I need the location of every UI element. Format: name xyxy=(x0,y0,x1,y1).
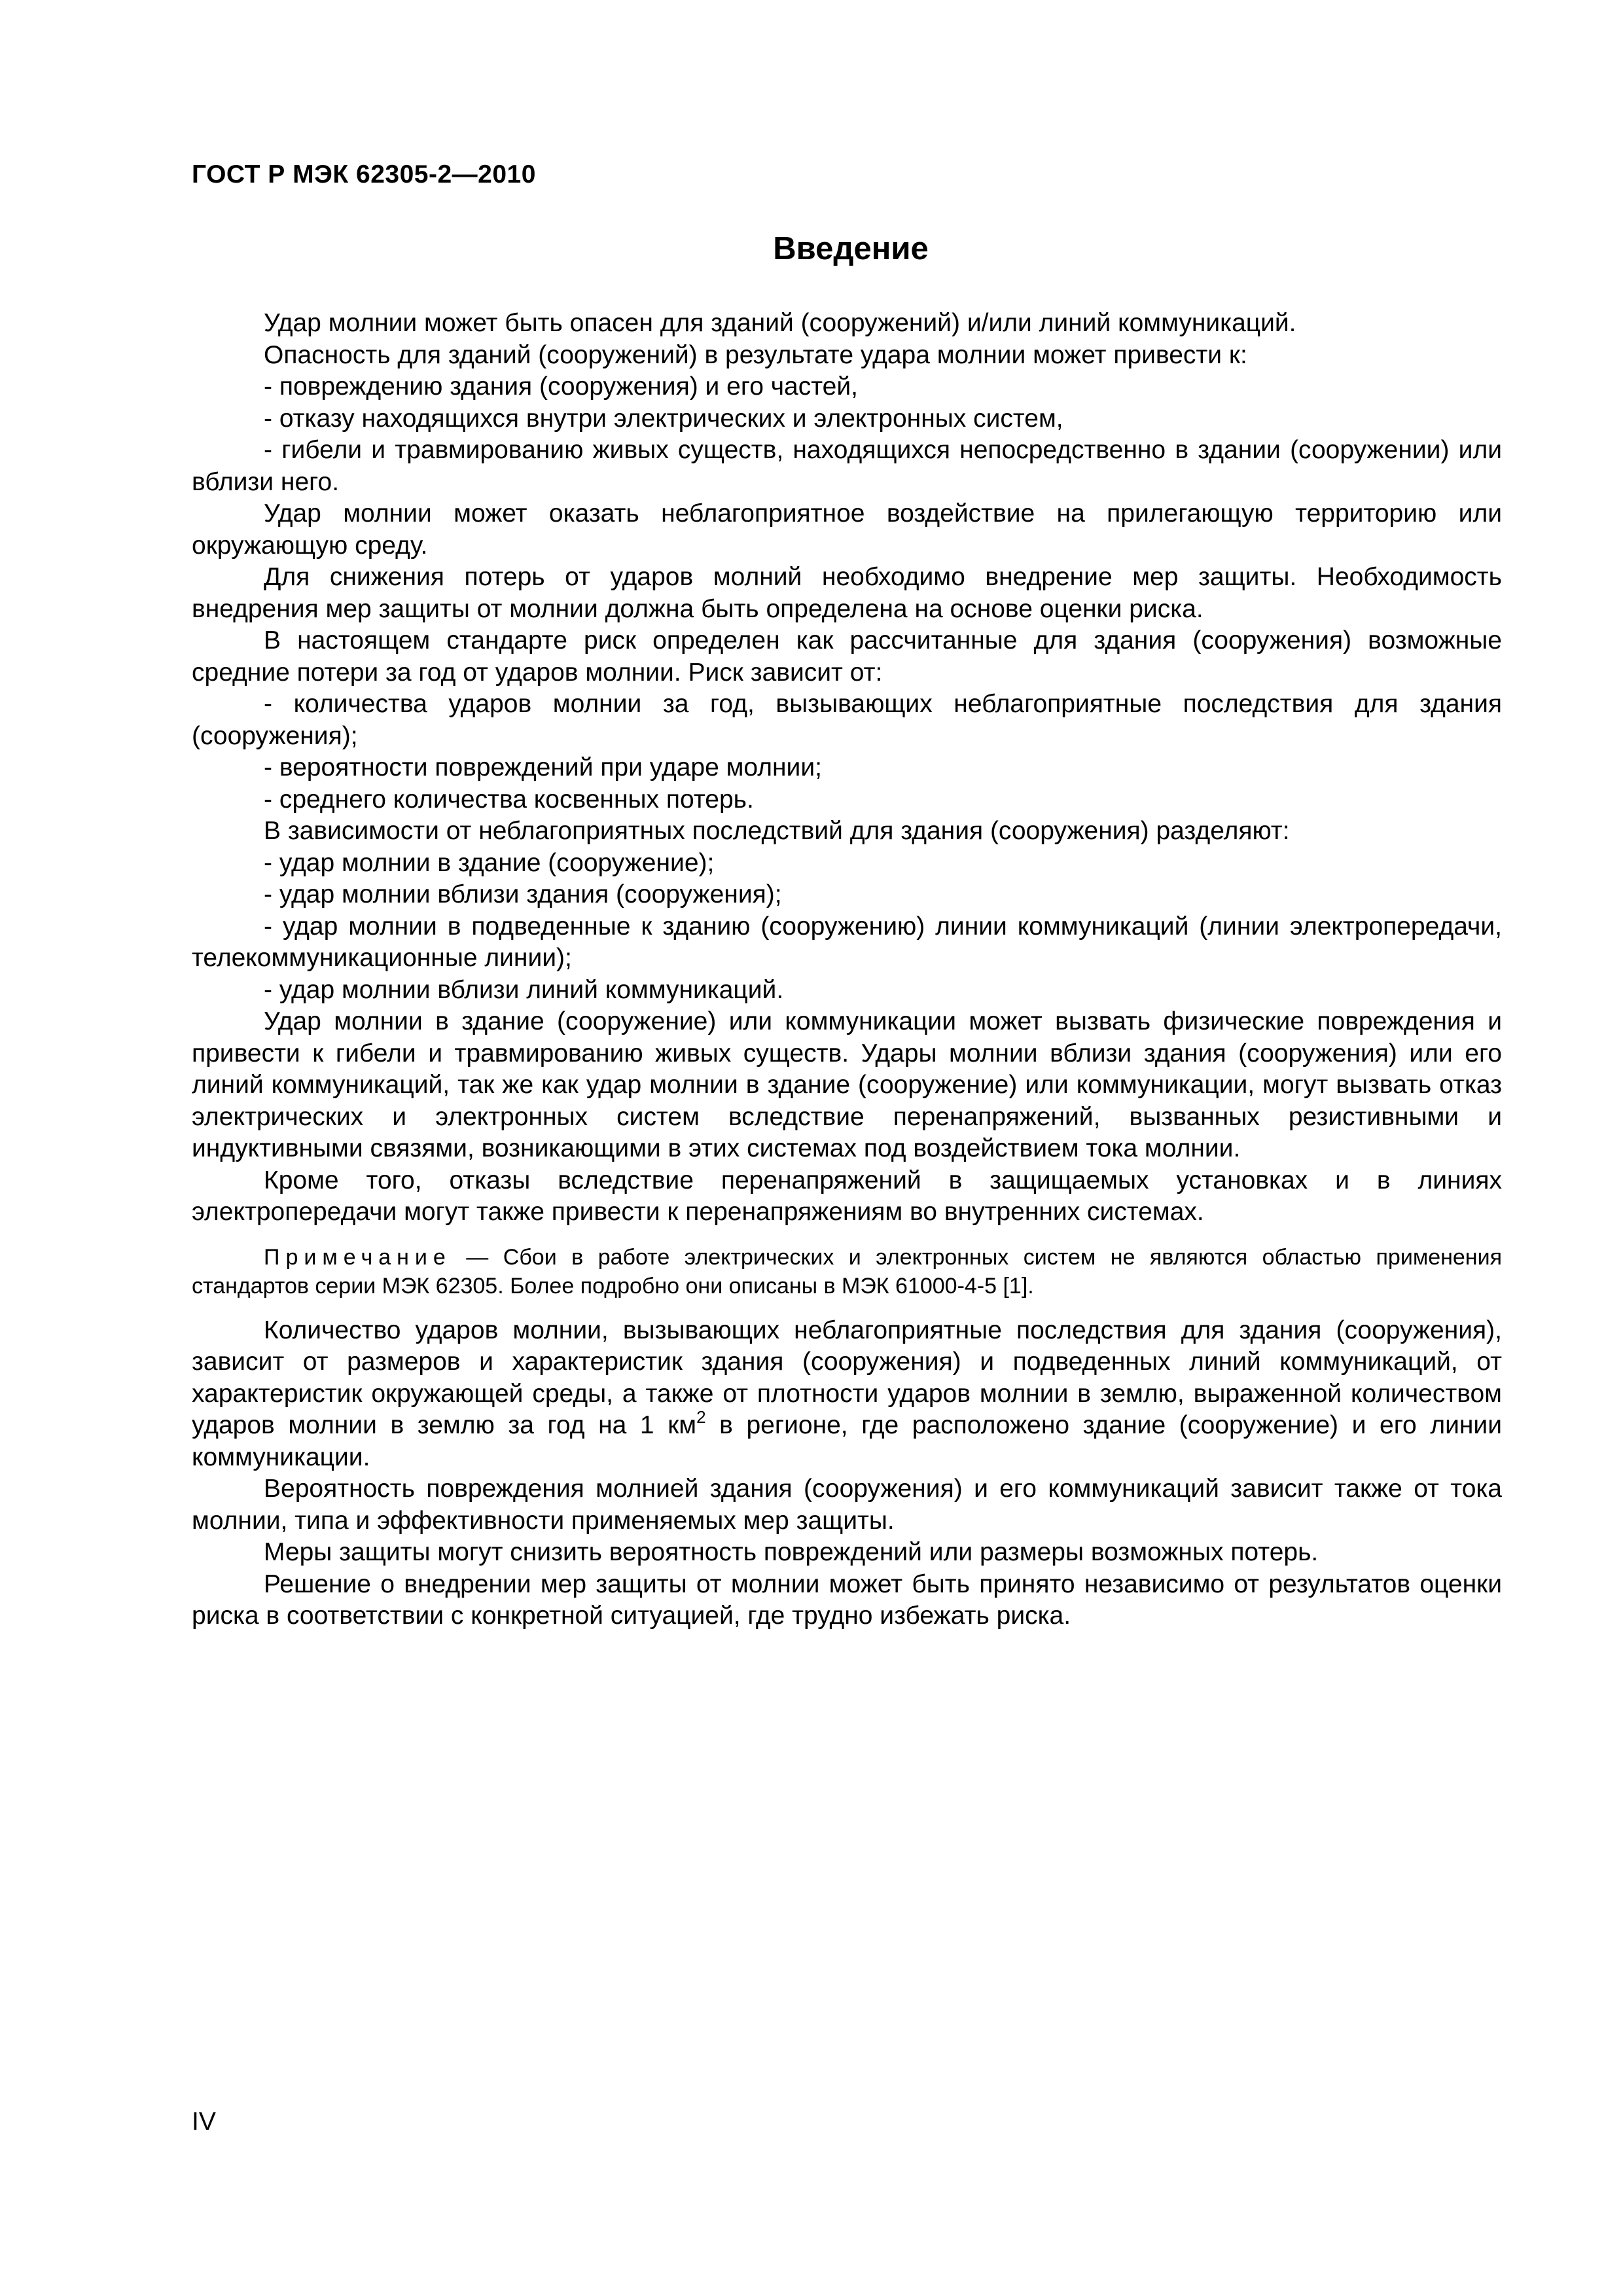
list-item: - удар молнии вблизи линий коммуникаций. xyxy=(264,975,784,1004)
list-item: - гибели и травмированию живых существ, находящихся непосредственно в здании (сооружении) или вблизи него. xyxy=(192,436,1502,496)
section-title-text: Введение xyxy=(773,231,929,266)
page-number: IV xyxy=(192,2108,216,2136)
paragraph: В зависимости от неблагоприятных последствий для здания (сооружения) разделяют: xyxy=(264,817,1290,845)
paragraph: В настоящем стандарте риск определен как рассчитанные для здания (сооружения) возможные средние потери за год от ударов молнии. Риск зависит от: xyxy=(192,626,1502,687)
note-label: Примечание xyxy=(264,1244,452,1270)
paragraph: Удар молнии может оказать неблагоприятное воздействие на прилегающую территорию или окружающую среду. xyxy=(192,499,1502,560)
paragraph: Удар молнии может быть опасен для зданий (сооружений) и/или линий коммуникаций. xyxy=(264,309,1296,337)
document-header: ГОСТ Р МЭК 62305-2—2010 xyxy=(192,160,536,188)
list-item: - удар молнии в здание (сооружение); xyxy=(264,848,715,877)
paragraph: Кроме того, отказы вследствие перенапряжений в защищаемых установках и в линиях электропередачи могут также привести к перенапряжениям во внутренних системах. xyxy=(192,1166,1502,1226)
section-title xyxy=(0,230,1623,267)
list-item: - количества ударов молнии за год, вызывающих неблагоприятные последствия для здания (сооружения); xyxy=(192,690,1502,750)
list-item: - отказу находящихся внутри электрических и электронных систем, xyxy=(264,404,1063,433)
superscript: 2 xyxy=(696,1407,706,1427)
note xyxy=(192,1243,1502,1300)
list-item: - удар молнии в подведенные к зданию (сооружению) линии коммуникаций (линии электропередачи, телекоммуникационные линии); xyxy=(192,912,1502,972)
paragraph: Опасность для зданий (сооружений) в результате удара молнии может привести к: xyxy=(264,340,1247,369)
document-body xyxy=(192,308,1502,1632)
paragraph: Меры защиты могут снизить вероятность повреждений или размеры возможных потерь. xyxy=(264,1538,1319,1566)
paragraph: Удар молнии в здание (сооружение) или коммуникации может вызвать физические повреждения и привести к гибели и травмированию живых существ. Удары молнии вблизи здания (сооружения) или его линий коммуникаций, так же как удар молнии в здание (сооружение) или коммуникации, могут вызвать отказ электрических и электронных систем вследствие перенапряжений, вызванных резистивными и индуктивными связями, возникающими в этих системах под воздействием тока молнии. xyxy=(192,1007,1502,1162)
list-item: - вероятности повреждений при ударе молнии; xyxy=(264,753,822,781)
paragraph: Для снижения потерь от ударов молний необходимо внедрение мер защиты. Необходимость внедрения мер защиты от молнии должна быть определена на основе оценки риска. xyxy=(192,563,1502,623)
paragraph xyxy=(192,1315,1502,1474)
note-text: — Сбои в работе электрических и электронных систем не являются областью применения стандартов серии МЭК 62305. Более подробно они описаны в МЭК 61000-4-5 [1]. xyxy=(192,1244,1502,1299)
paragraph: Вероятность повреждения молнией здания (сооружения) и его коммуникаций зависит также от тока молнии, типа и эффективности применяемых мер защиты. xyxy=(192,1475,1502,1535)
list-item: - повреждению здания (сооружения) и его частей, xyxy=(264,372,858,401)
list-item: - удар молнии вблизи здания (сооружения); xyxy=(264,880,782,908)
density-text-start: Количество ударов молнии, вызывающих неблагоприятные последствия для здания (сооружения), зависит от размеров и характеристик здания (сооружения) и подведенных линий коммуникаций, от характеристик окружающей среды, а также от плотности ударов молнии в землю, выраженной количеством ударов молнии в землю за год на 1 км xyxy=(192,1316,1502,1439)
list-item: - среднего количества косвенных потерь. xyxy=(264,785,754,814)
paragraph: Решение о внедрении мер защиты от молнии может быть принято независимо от результатов оценки риска в соответствии с конкретной ситуацией, где трудно избежать риска. xyxy=(192,1570,1502,1630)
density-text-end: в регионе, где расположено здание (сооружение) и его линии коммуникации. xyxy=(192,1411,1503,1471)
